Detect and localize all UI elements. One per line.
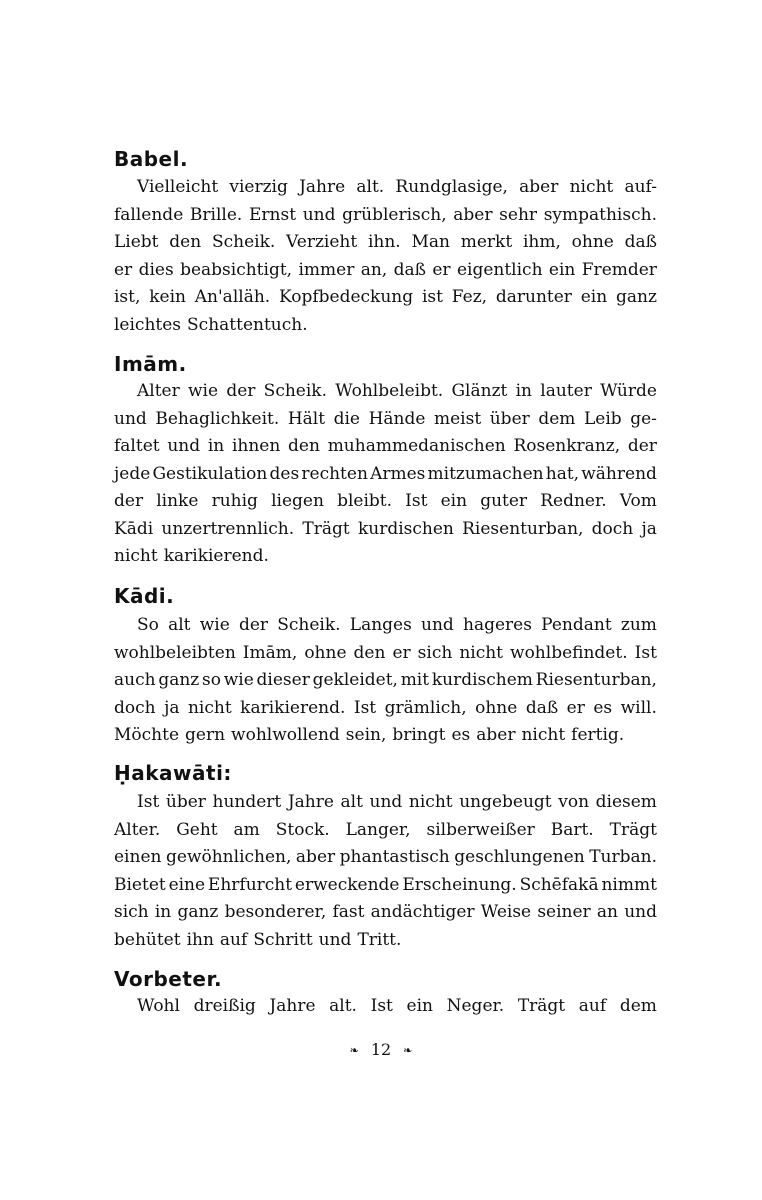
word: unzertrennlich. bbox=[161, 518, 295, 539]
word: eigentlich bbox=[456, 259, 543, 280]
word: während bbox=[581, 463, 657, 484]
word: An'alläh. bbox=[194, 287, 271, 307]
word: kein bbox=[149, 287, 186, 307]
text-line bbox=[114, 543, 657, 571]
word: Leib bbox=[583, 408, 622, 429]
word: Verzieht bbox=[286, 232, 358, 252]
word: Schritt bbox=[253, 929, 313, 950]
word: gern bbox=[185, 725, 226, 745]
word: geschlungenen bbox=[454, 847, 585, 867]
word: der bbox=[114, 491, 144, 511]
word: kurdischen bbox=[357, 518, 454, 539]
word: Ehrfurcht bbox=[207, 874, 293, 895]
section-body-babel bbox=[114, 174, 657, 339]
word: Trägt bbox=[609, 819, 657, 840]
word: und bbox=[369, 792, 403, 812]
word: hat, bbox=[545, 463, 580, 484]
word: hageres bbox=[463, 615, 532, 635]
word: daß bbox=[525, 697, 559, 718]
word: immer bbox=[298, 259, 355, 280]
word: Ist bbox=[353, 697, 377, 718]
word: Gestikulation bbox=[152, 463, 268, 484]
word: linke bbox=[156, 491, 199, 511]
word: Trägt bbox=[517, 996, 566, 1016]
word: karikierend. bbox=[240, 697, 346, 718]
text-line bbox=[114, 229, 657, 257]
word: in bbox=[207, 436, 225, 456]
word: ganz bbox=[158, 670, 200, 690]
word: Scheik. bbox=[263, 381, 327, 401]
word: Imām, bbox=[242, 642, 298, 663]
word: Bart. bbox=[550, 819, 594, 840]
word: dieser bbox=[256, 670, 310, 690]
section-heading-hakawati: Ḥakawāti: bbox=[114, 761, 232, 785]
word: ist, bbox=[114, 287, 141, 307]
word: Trägt bbox=[302, 518, 350, 539]
section-heading-babel: Babel. bbox=[114, 147, 189, 171]
word: fallende bbox=[114, 204, 184, 225]
word: ein bbox=[548, 259, 576, 280]
word: aber bbox=[476, 725, 516, 745]
section-body-hakawati bbox=[114, 789, 657, 954]
word: Rosenkranz, bbox=[513, 436, 621, 456]
word: über bbox=[489, 408, 530, 429]
word: daß bbox=[393, 259, 426, 280]
section-body-imam bbox=[114, 378, 657, 571]
text-line bbox=[114, 284, 657, 312]
word: Vielleicht bbox=[137, 177, 219, 197]
word: den bbox=[353, 642, 386, 663]
word: ge- bbox=[630, 408, 657, 429]
section-body-kadi bbox=[114, 612, 657, 750]
section-heading-kadi: Kādi. bbox=[114, 584, 175, 608]
word: Fez, bbox=[451, 287, 488, 307]
word: meist bbox=[433, 408, 482, 429]
word: dies bbox=[138, 259, 174, 280]
word: sympathisch. bbox=[543, 204, 657, 225]
text-line bbox=[114, 202, 657, 230]
word: eine bbox=[168, 874, 206, 895]
text-line bbox=[114, 927, 657, 955]
word: Neger. bbox=[446, 996, 505, 1016]
text-line bbox=[114, 872, 657, 900]
word: Vom bbox=[619, 491, 657, 511]
word: Kādi bbox=[114, 518, 154, 539]
word: nicht bbox=[521, 725, 566, 745]
word: der bbox=[627, 436, 657, 456]
word: Schēfakā bbox=[519, 874, 599, 895]
word: doch bbox=[114, 697, 156, 718]
word: nicht bbox=[114, 546, 158, 566]
text-line bbox=[114, 789, 657, 817]
word: dem bbox=[619, 996, 657, 1016]
word: der bbox=[226, 381, 256, 401]
word: er bbox=[114, 259, 133, 280]
word: Scheik. bbox=[211, 232, 276, 252]
word: Erscheinung. bbox=[402, 874, 517, 895]
word: nicht bbox=[408, 792, 453, 812]
word: rechten bbox=[301, 463, 368, 484]
page-footer bbox=[0, 1040, 762, 1059]
word: ganz bbox=[616, 287, 657, 307]
word: auch bbox=[114, 670, 156, 690]
word: aber bbox=[519, 177, 559, 197]
word: Jahre bbox=[269, 996, 316, 1016]
word: hundert bbox=[212, 792, 282, 812]
word: ein bbox=[406, 996, 433, 1016]
word: Riesenturban, bbox=[535, 670, 657, 690]
text-line bbox=[114, 406, 657, 434]
word: nicht bbox=[459, 642, 503, 663]
word: Bietet bbox=[114, 874, 166, 895]
word: Fremder bbox=[581, 259, 657, 280]
text-line bbox=[114, 817, 657, 845]
word: Wohl bbox=[137, 996, 180, 1016]
word: es bbox=[451, 725, 471, 745]
word: sich bbox=[417, 642, 453, 663]
word: und bbox=[318, 929, 352, 950]
word: in bbox=[154, 902, 172, 922]
word: auf bbox=[578, 996, 607, 1016]
word: wie bbox=[199, 615, 230, 635]
word: Kopfbedeckung bbox=[279, 287, 414, 307]
word: aber bbox=[295, 847, 336, 867]
word: andächtiger bbox=[370, 902, 475, 922]
word: Ist bbox=[634, 642, 657, 663]
word: nicht bbox=[569, 177, 614, 197]
word: jede bbox=[114, 463, 151, 484]
word: Wohlbeleibt. bbox=[335, 381, 444, 401]
word: Langer, bbox=[345, 819, 411, 840]
word: Langes bbox=[349, 615, 412, 635]
word: so bbox=[202, 670, 221, 690]
text-line bbox=[114, 461, 657, 489]
word: Ernst bbox=[248, 204, 297, 225]
word: vierzig bbox=[229, 177, 288, 197]
word: die bbox=[333, 408, 360, 429]
word: Stock. bbox=[275, 819, 330, 840]
word: Jahre bbox=[287, 792, 334, 812]
word: ungebeugt bbox=[459, 792, 552, 812]
word: zum bbox=[620, 615, 657, 635]
word: an bbox=[596, 902, 618, 922]
word: Scheik. bbox=[277, 615, 341, 635]
word: der bbox=[238, 615, 269, 635]
word: Behaglichkeit. bbox=[155, 408, 280, 429]
section-heading-imam: Imām. bbox=[114, 352, 187, 376]
word: doch bbox=[591, 518, 634, 539]
word: Jahre bbox=[299, 177, 346, 197]
word: den bbox=[288, 436, 320, 456]
word: Weise bbox=[480, 902, 532, 922]
word: mitzumachen bbox=[427, 463, 544, 484]
text-line bbox=[114, 640, 657, 668]
word: daß bbox=[624, 232, 657, 252]
word: ihn. bbox=[367, 232, 401, 252]
word: lauter bbox=[540, 381, 592, 401]
word: auf bbox=[219, 929, 248, 950]
word: Schattentuch. bbox=[187, 314, 308, 335]
word: den bbox=[169, 232, 202, 252]
word: aber bbox=[453, 204, 493, 225]
word: sich bbox=[114, 902, 149, 922]
word: muhammedanischen bbox=[327, 436, 506, 456]
word: merkt bbox=[460, 232, 513, 252]
word: ein bbox=[580, 287, 608, 307]
word: Würde bbox=[600, 381, 657, 401]
word: er bbox=[392, 642, 411, 663]
word: Turban. bbox=[589, 847, 657, 867]
text-line bbox=[114, 844, 657, 872]
word: nimmt bbox=[601, 874, 657, 895]
word: wohlwollend bbox=[231, 725, 340, 745]
word: am bbox=[233, 819, 260, 840]
word: besonderer, bbox=[224, 902, 327, 922]
word: bringt bbox=[392, 725, 446, 745]
text-line bbox=[114, 667, 657, 695]
word: Armes bbox=[370, 463, 426, 484]
word: ja bbox=[641, 518, 657, 539]
ornament-left-icon: ❧ bbox=[349, 1044, 359, 1057]
word: einen bbox=[114, 847, 162, 867]
text-line bbox=[114, 174, 657, 202]
word: liegen bbox=[271, 491, 324, 511]
text-line bbox=[114, 612, 657, 640]
word: behütet bbox=[114, 929, 181, 950]
text-line bbox=[114, 899, 657, 927]
word: von bbox=[558, 792, 590, 812]
word: ihn bbox=[186, 929, 214, 950]
word: darunter bbox=[495, 287, 572, 307]
word: und bbox=[421, 615, 454, 635]
word: Ist bbox=[405, 491, 428, 511]
word: dreißig bbox=[193, 996, 256, 1016]
word: und bbox=[114, 408, 147, 429]
word: Redner. bbox=[540, 491, 607, 511]
word: auf- bbox=[624, 177, 657, 197]
word: Alter. bbox=[114, 819, 161, 840]
word: und bbox=[624, 902, 657, 922]
word: faltet bbox=[114, 436, 160, 456]
page-number: 12 bbox=[370, 1040, 392, 1059]
word: will. bbox=[620, 697, 657, 718]
word: Tritt. bbox=[357, 929, 402, 950]
word: gewöhnlichen, bbox=[166, 847, 292, 867]
word: gekleidet, bbox=[312, 670, 398, 690]
word: des bbox=[269, 463, 300, 484]
section-body-vorbeter bbox=[114, 993, 657, 1021]
word: erweckende bbox=[294, 874, 400, 895]
word: ganz bbox=[177, 902, 219, 922]
word: alt bbox=[340, 792, 363, 812]
word: und bbox=[167, 436, 201, 456]
text-line bbox=[114, 433, 657, 461]
word: ohne bbox=[304, 642, 347, 663]
word: fertig. bbox=[571, 725, 625, 745]
word: ist bbox=[421, 287, 443, 307]
text-line bbox=[114, 257, 657, 285]
word: bleibt. bbox=[337, 491, 392, 511]
word: in bbox=[515, 381, 533, 401]
ornament-right-icon: ❧ bbox=[403, 1044, 413, 1057]
word: alt bbox=[168, 615, 191, 635]
text-line bbox=[114, 378, 657, 406]
word: ein bbox=[440, 491, 468, 511]
word: es bbox=[593, 697, 613, 718]
word: beabsichtigt, bbox=[180, 259, 293, 280]
word: fast bbox=[332, 902, 365, 922]
word: und bbox=[302, 204, 336, 225]
word: grüblerisch, bbox=[342, 204, 447, 225]
text-line bbox=[114, 488, 657, 516]
text-line bbox=[114, 312, 657, 340]
word: Rundglasige, bbox=[395, 177, 508, 197]
word: er bbox=[566, 697, 585, 718]
text-line bbox=[114, 993, 657, 1021]
word: sein, bbox=[345, 725, 387, 745]
text-line bbox=[114, 722, 657, 750]
word: phantastisch bbox=[339, 847, 450, 867]
word: dem bbox=[538, 408, 576, 429]
word: wie bbox=[223, 670, 254, 690]
word: an, bbox=[360, 259, 388, 280]
word: Hält bbox=[287, 408, 326, 429]
word: seiner bbox=[537, 902, 591, 922]
word: ihm, bbox=[522, 232, 561, 252]
word: ihnen bbox=[231, 436, 281, 456]
word: Riesenturban, bbox=[462, 518, 584, 539]
word: sehr bbox=[499, 204, 538, 225]
word: ruhig bbox=[211, 491, 258, 511]
word: Möchte bbox=[114, 725, 180, 745]
word: Man bbox=[411, 232, 450, 252]
word: Brille. bbox=[189, 204, 243, 225]
word: wohlbeleibten bbox=[114, 642, 236, 663]
word: Ist bbox=[370, 996, 393, 1016]
word: alt. bbox=[329, 996, 357, 1016]
word: karikierend. bbox=[163, 546, 269, 566]
word: nicht bbox=[187, 697, 232, 718]
word: alt. bbox=[356, 177, 385, 197]
word: wie bbox=[188, 381, 219, 401]
word: Liebt bbox=[114, 232, 159, 252]
word: kurdischem bbox=[431, 670, 533, 690]
word: diesem bbox=[595, 792, 657, 812]
word: guter bbox=[480, 491, 528, 511]
word: ohne bbox=[475, 697, 518, 718]
word: Geht bbox=[176, 819, 218, 840]
word: Ist bbox=[137, 792, 160, 812]
word: Alter bbox=[137, 381, 180, 401]
word: ja bbox=[164, 697, 180, 718]
word: silberweißer bbox=[426, 819, 535, 840]
word: er bbox=[432, 259, 451, 280]
word: mit bbox=[400, 670, 430, 690]
word: Hände bbox=[368, 408, 426, 429]
text-line bbox=[114, 516, 657, 544]
word: Pendant bbox=[541, 615, 612, 635]
word: leichtes bbox=[114, 314, 182, 335]
word: wohlbefindet. bbox=[510, 642, 628, 663]
word: über bbox=[165, 792, 206, 812]
word: ohne bbox=[571, 232, 614, 252]
text-line bbox=[114, 695, 657, 723]
word: So bbox=[137, 615, 159, 635]
word: Glänzt bbox=[451, 381, 508, 401]
word: grämlich, bbox=[384, 697, 467, 718]
section-heading-vorbeter: Vorbeter. bbox=[114, 967, 223, 991]
